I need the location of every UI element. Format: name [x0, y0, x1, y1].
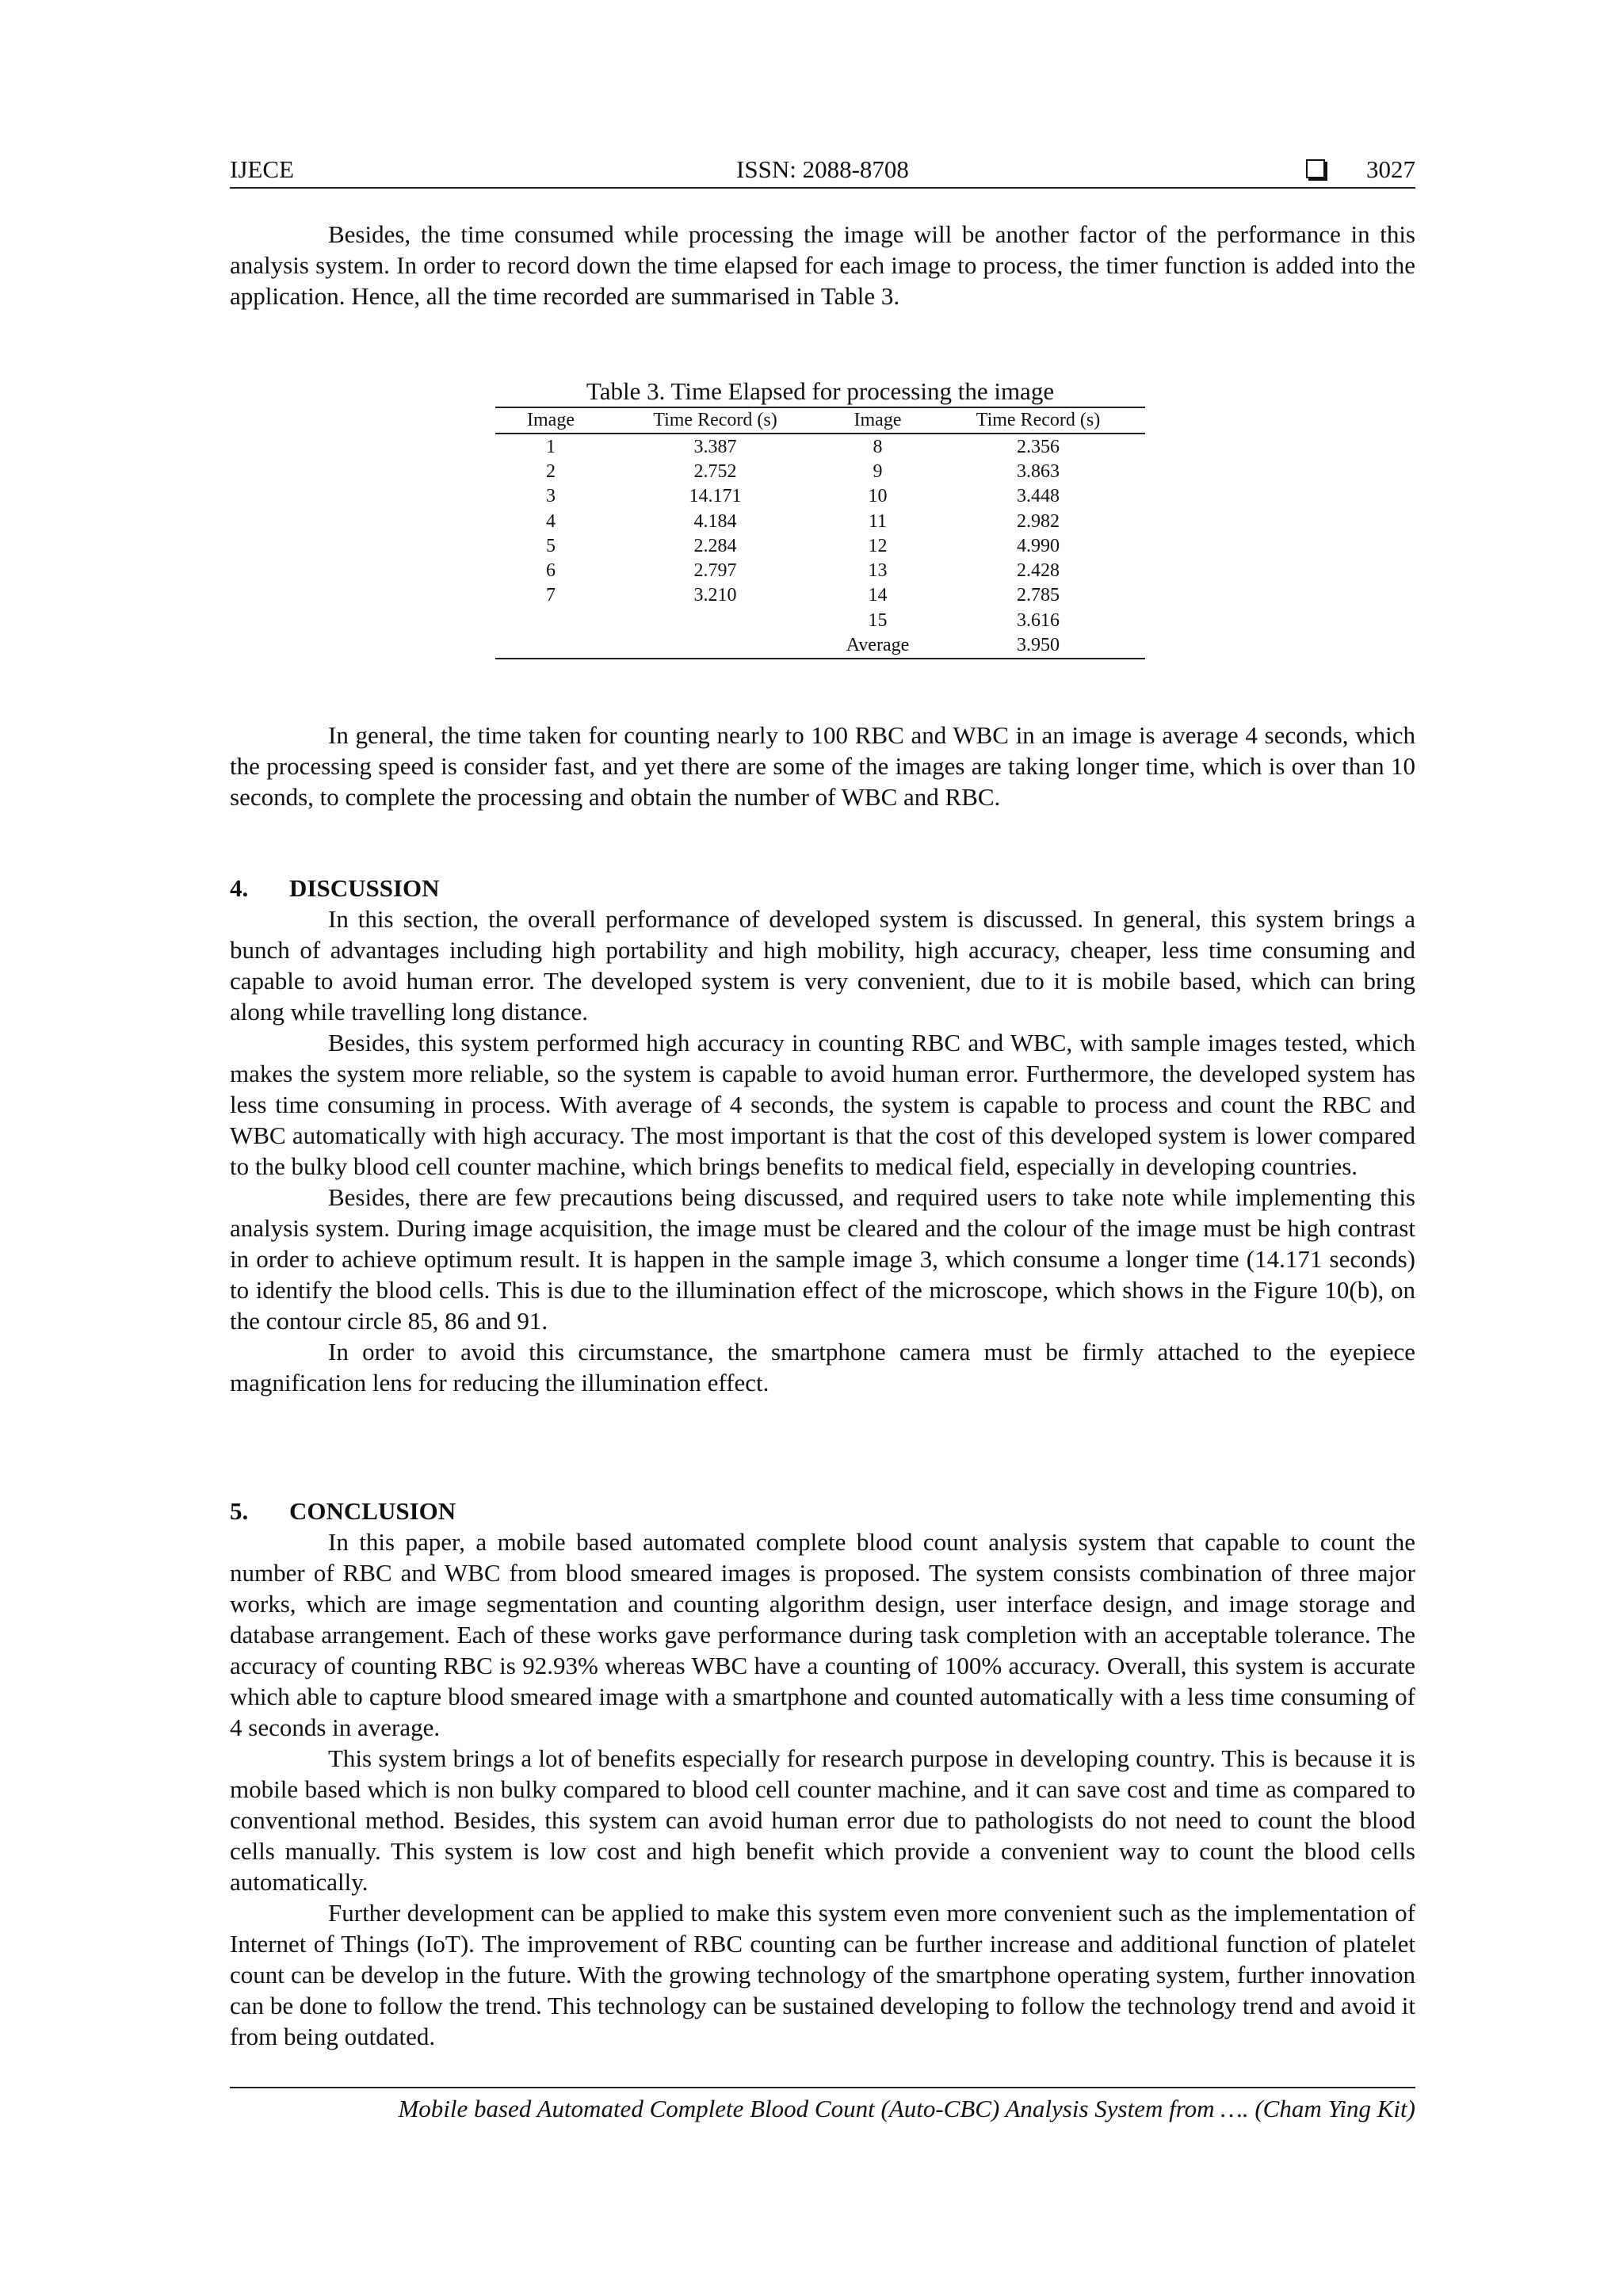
- running-footer: [230, 2087, 1415, 2125]
- footer-text: Mobile based Automated Complete Blood Count (Auto-CBC) Analysis System from …. (Cham Ying Kit): [398, 2095, 1415, 2122]
- table-row: [495, 608, 1145, 632]
- paragraph: This system brings a lot of benefits especially for research purpose in developing country. This is because it is mobile based which is non bulky compared to blood cell counter machine, and it can save cost and time as compared to conventional method. Besides, this system can avoid human error due to pathologists do not need to count the blood cells manually. This system is low cost and high benefit which provide a convenient way to count the blood cells automatically.: [230, 1744, 1415, 1896]
- intro-section: [230, 219, 1415, 311]
- table-cell: 8: [873, 436, 883, 457]
- general-section: [230, 720, 1415, 812]
- table-cell: 6: [546, 560, 556, 582]
- table-cell: 4: [546, 510, 556, 532]
- table-row: [495, 484, 1145, 509]
- column-header: Time Record (s): [931, 407, 1145, 434]
- table-cell: Average: [846, 635, 910, 656]
- table-row: [495, 533, 1145, 558]
- table-cell: 15: [868, 609, 888, 631]
- section-heading: [230, 873, 1415, 904]
- table-cell: 2.982: [1017, 510, 1060, 532]
- section-number: 4.: [230, 874, 249, 902]
- table-cell: 9: [873, 460, 883, 482]
- table-cell: 3.210: [693, 585, 737, 606]
- table-cell: 4.184: [693, 510, 737, 532]
- column-header: Image: [495, 407, 606, 434]
- table-cell: 2.356: [1017, 436, 1060, 457]
- issn: ISSN: 2088-8708: [736, 155, 909, 183]
- table-row: [495, 632, 1145, 658]
- paragraph: In order to avoid this circumstance, the smartphone camera must be firmly attached to the eyepiece magnification lens for reducing the illumination effect.: [230, 1338, 1415, 1396]
- table-cell: 14: [868, 585, 888, 606]
- table-caption: Table 3. Time Elapsed for processing the image: [586, 377, 1055, 405]
- section-title: DISCUSSION: [289, 874, 440, 902]
- paragraph: Besides, there are few precautions being discussed, and required users to take note while implementing this analysis system. During image acquisition, the image must be cleared and the colour of the image must be high contrast in order to achieve optimum result. It is happen in the sample image 3, which consume a longer time (14.171 seconds) to identify the blood cells. This is due to the illumination effect of the microscope, which shows in the Figure 10(b), on the contour circle 85, 86 and 91.: [230, 1183, 1415, 1335]
- table-cell: 2: [546, 460, 556, 482]
- paragraph: Besides, the time consumed while processing the image will be another factor of the performance in this analysis system. In order to record down the time elapsed for each image to process, the timer function is added into the application. Hence, all the time recorded are summarised in Table 3.: [230, 220, 1415, 310]
- table-cell: 3: [546, 486, 556, 507]
- table-row: [495, 459, 1145, 483]
- table-cell: 3.448: [1017, 486, 1060, 507]
- table-header-row: [495, 407, 1145, 434]
- table-cell: 13: [868, 560, 888, 582]
- column-header: Image: [824, 407, 931, 434]
- paragraph: Besides, this system performed high accuracy in counting RBC and WBC, with sample images tested, which makes the system more reliable, so the system is capable to avoid human error. Furthermore, the developed system has less time consuming in process. With average of 4 seconds, the system is capable to process and count the RBC and WBC automatically with high accuracy. The most important is that the cost of this developed system is lower compared to the bulky blood cell counter machine, which brings benefits to medical field, especially in developing countries.: [230, 1029, 1415, 1180]
- table-row: [495, 583, 1145, 608]
- table-row: [495, 509, 1145, 533]
- table-cell: 3.950: [1017, 635, 1060, 656]
- column-header: Time Record (s): [606, 407, 824, 434]
- table-cell: 14.171: [689, 486, 742, 507]
- table-cell: 2.428: [1017, 560, 1060, 582]
- table-cell: 3.616: [1017, 609, 1060, 631]
- journal-name: IJECE: [230, 155, 294, 183]
- table-cell: [495, 608, 606, 632]
- table-cell: 2.284: [693, 535, 737, 556]
- table-cell: [606, 632, 824, 658]
- checkbox-square-icon: [1306, 159, 1325, 178]
- table-cell: 4.990: [1017, 535, 1060, 556]
- running-header: [230, 152, 1415, 189]
- paragraph: In this paper, a mobile based automated complete blood count analysis system that capable to count the number of RBC and WBC from blood smeared images is proposed. The system consists combination of three major works, which are image segmentation and counting algorithm design, user interface design, and image storage and database arrangement. Each of these works gave performance during task completion with an acceptable tolerance. The accuracy of counting RBC is 92.93% whereas WBC have a counting of 100% accuracy. Overall, this system is accurate which able to capture blood smeared image with a smartphone and counted automatically with a less time consuming of 4 seconds in average.: [230, 1528, 1415, 1741]
- table-3: [495, 376, 1145, 659]
- table-cell: 2.797: [693, 560, 737, 582]
- time-table: [495, 407, 1145, 659]
- table-cell: 5: [546, 535, 556, 556]
- table-cell: [495, 632, 606, 658]
- paragraph: Further development can be applied to make this system even more convenient such as the implementation of Internet of Things (IoT). The improvement of RBC counting can be further increase and additional function of platelet count can be develop in the future. With the growing technology of the smartphone operating system, further innovation can be done to follow the trend. This technology can be sustained developing to follow the technology trend and avoid it from being outdated.: [230, 1899, 1415, 2050]
- table-cell: 2.785: [1017, 585, 1060, 606]
- table-cell: 1: [546, 436, 556, 457]
- table-cell: 10: [868, 486, 888, 507]
- table-cell: 3.863: [1017, 460, 1060, 482]
- paragraph: In this section, the overall performance of developed system is discussed. In general, this system brings a bunch of advantages including high portability and high mobility, high accuracy, cheaper, less time consuming and capable to avoid human error. The developed system is very convenient, due to it is mobile based, which can bring along while travelling long distance.: [230, 905, 1415, 1026]
- paragraph: In general, the time taken for counting nearly to 100 RBC and WBC in an image is average 4 seconds, which the processing speed is consider fast, and yet there are some of the images are taking longer time, which is over than 10 seconds, to complete the processing and obtain the number of WBC and RBC.: [230, 721, 1415, 811]
- table-cell: 7: [546, 585, 556, 606]
- conclusion-section: [230, 1496, 1415, 2052]
- table-cell: 3.387: [693, 436, 737, 457]
- table-row: [495, 434, 1145, 459]
- table-cell: 12: [868, 535, 888, 556]
- page-number: 3027: [1366, 155, 1415, 183]
- page-number-group: [1306, 155, 1415, 184]
- table-cell: 11: [868, 510, 888, 532]
- section-title: CONCLUSION: [289, 1497, 456, 1525]
- table-cell: 2.752: [693, 460, 737, 482]
- discussion-section: [230, 873, 1415, 1398]
- table-row: [495, 558, 1145, 583]
- section-heading: [230, 1496, 1415, 1526]
- section-number: 5.: [230, 1497, 249, 1525]
- table-cell: [606, 608, 824, 632]
